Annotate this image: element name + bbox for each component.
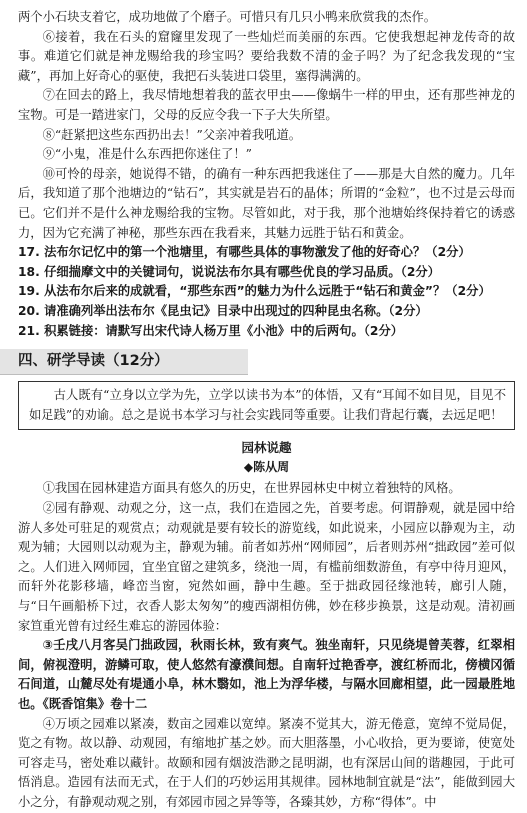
question-21: 21. 积累链接：请默写出宋代诗人杨万里《小池》中的后两句。（2分）	[18, 323, 404, 338]
article-quote: ③壬戌八月客吴门拙政园，秋雨长林，致有爽气。独坐南轩，只见绕堤曾芙蓉，红翠相间，俯视澄明，游鳞可取，使人悠然有濠濮间想。自南轩过艳香亭，渡红桥而北，傍横冈循石间道，山麓尽处有堤通小阜，林木翳如，池上为浮华楼，与隔水回廊相望，此一园最胜地也。《既香馆集》卷十二	[18, 638, 515, 711]
intro-text: 古人既有“立身以立学为先，立学以读书为本”的体悟，又有“耳闻不如目见，目见不如足践”的劝谕。总之是说书本学习与社会实践同等重要。让我们背起行囊，去远足吧！	[29, 388, 506, 422]
story-paragraph: ⑨“小鬼，准是什么东西把你迷住了！”	[42, 147, 252, 162]
question-20: 20. 请准确列举出法布尔《昆虫记》目录中出现过的四种昆虫名称。（2分）	[18, 303, 428, 318]
article-paragraph: ②园有静观、动观之分，这一点，我们在造园之先，首要考虑。何谓静观，就是园中给游人多处可驻足的观赏点；动观就是要有较长的游览线，如此说来，小园应以静观为主，动观为辅；大园则以动观为主，静观为辅。前者如苏州“网师园”，后者则苏州“拙政园”差可似之。人们进入网师园，宜坐宜留之建筑多，绕池一周，有槛前细数游鱼，有亭中待月迎风，而轩外花影移墙，峰峦当窗，宛然如画，静中生趣。至于拙政园径缘池转，廊引人随，与“日午画船桥下过，衣香人影太匆匆”的瘦西湖相仿佛，妙在移步换景，这是动观。清初画家笪重光曾有过经生难忘的游园体验：	[18, 501, 515, 633]
article	[18, 438, 515, 812]
article-paragraph: ④万顷之园难以紧凑，数亩之园难以宽绰。紧凑不觉其大，游无倦意，宽绰不觉局促，览之有物。故以静、动观园，有缩地扩基之妙。而大胆落墨，小心收拾，更为要谛，使宽处可容走马，密处难以藏针。故颐和园有烟波浩渺之昆明湖，也有深居山间的谐趣园，于此可悟消息。造园有法而无式，在于人们的巧妙运用其规律。园林地制宜就是“法”，能做到园大小之分，有静观动观之别，有郊园市园之异等等，各臻其妙，方称“得体”。中	[18, 716, 515, 809]
article-title: 园林说趣	[241, 440, 292, 456]
question-19: 19. 从法布尔后来的成就看，“那些东西”的魅力为什么远胜于“钻石和黄金”？（2分）	[18, 284, 491, 299]
section-title: 四、研学导读（12分）	[18, 352, 169, 369]
article-paragraph: ①我国在园林建造方面具有悠久的历史，在世界园林史中树立着独特的风格。	[42, 481, 461, 496]
story-paragraph: ⑦在回去的路上，我尽情地想着我的蓝衣甲虫——像蜗牛一样的甲虫，还有那些神龙的宝物。可是一踏进家门，父母的反应令我一下子大失所望。	[18, 88, 515, 122]
intro-box	[18, 381, 515, 430]
story-excerpt	[18, 8, 515, 243]
story-paragraph: ⑧“赶紧把这些东西扔出去！”父亲冲着我吼道。	[42, 127, 302, 142]
story-paragraph: ⑩可怜的母亲，她说得不错，的确有一种东西把我迷住了——那是大自然的魔力。几年后，我知道了那个池塘边的“钻石”，其实就是岩石的晶体；所谓的“金粒”，也不过是云母而已。它们并不是什么神龙赐给我的宝物。尽管如此，对于我，那个池塘始终保持着它的诱惑力，因为它充满了神秘，那些东西在我看来，其魅力远胜于钻石和黄金。	[18, 166, 515, 240]
question-18: 18. 仔细揣摩文中的关键词句，说说法布尔具有哪些优良的学习品质。（2分）	[18, 264, 440, 279]
question-list	[18, 243, 515, 341]
story-paragraph: 两个小石块支着它，成功地做了个磨子。可惜只有几只小鸭来欣赏我的杰作。	[18, 10, 437, 24]
section-heading	[0, 349, 248, 375]
story-paragraph: ⑥接着，我在石头的窟窿里发现了一些灿烂而美丽的东西。它使我想起神龙传奇的故事。难道它们就是神龙赐给我的珍宝吗？要给我数不清的金子吗？为了纪念我发现的“宝藏”，再加上好奇心的驱使，我把石头装进口袋里，塞得满满的。	[18, 29, 515, 83]
article-author: ◆陈从周	[243, 459, 290, 474]
question-17: 17. 法布尔记忆中的第一个池塘里，有哪些具体的事物激发了他的好奇心？（2分）	[18, 245, 471, 260]
